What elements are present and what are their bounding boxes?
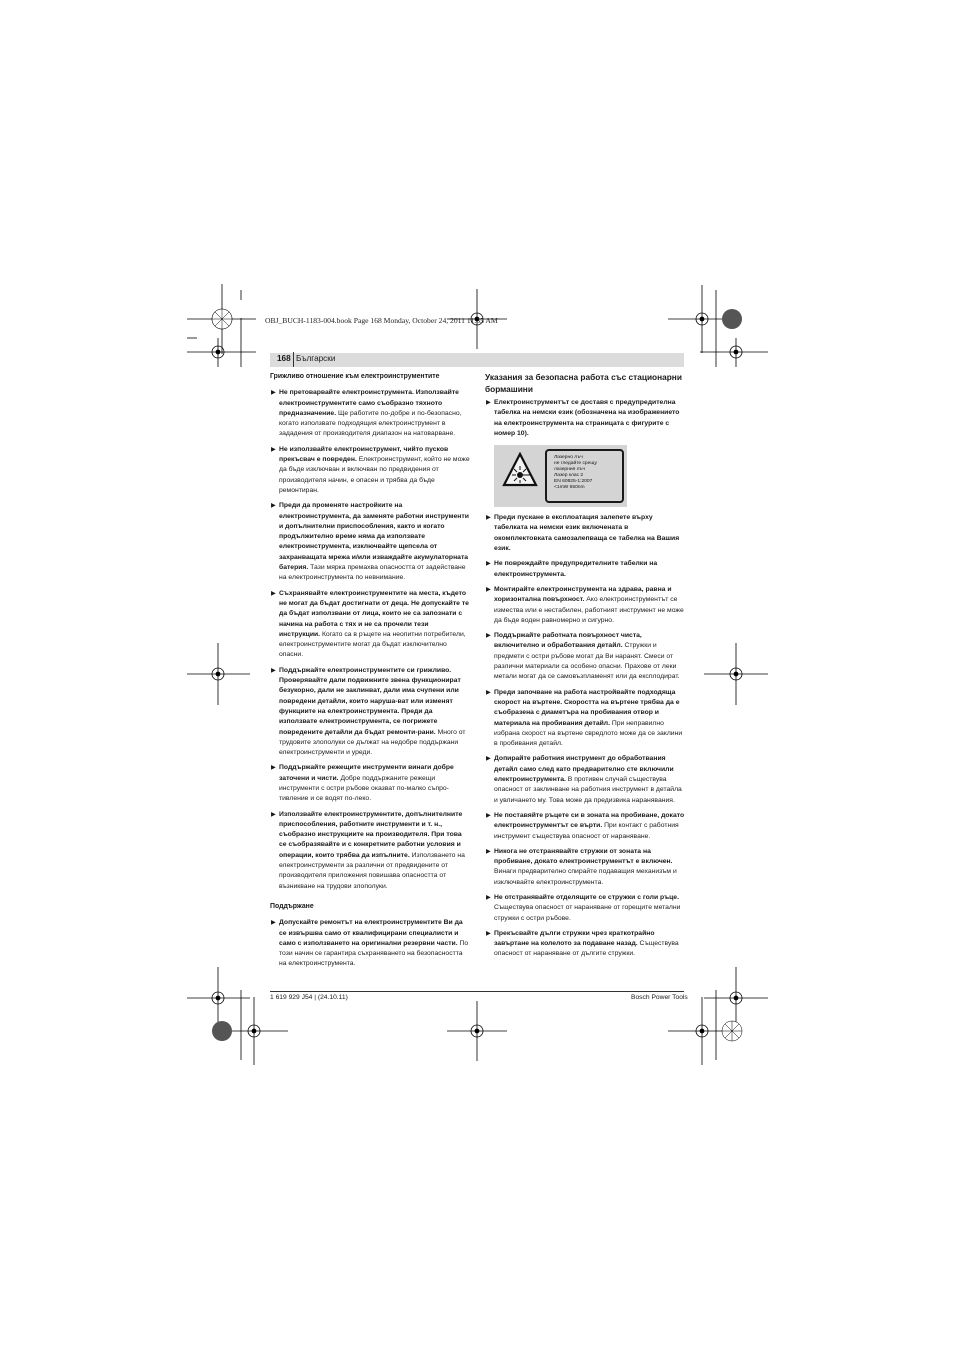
list-item [270, 810, 470, 892]
header-separator [293, 352, 294, 367]
item-bold: Поддържайте режещите инструменти винаги добре заточени и чисти. [279, 764, 454, 782]
bullet-arrow-icon: ▶ [271, 764, 276, 772]
service-section-title: Поддържане [270, 902, 314, 910]
list-item [485, 847, 685, 888]
list-item [270, 918, 470, 969]
item-bold: Електроинструментът се доставя с предупредителна табелка на немски език (обозначена на изображението на електроинструмента на страницата с фигурите с номер 10). [494, 399, 680, 437]
bullet-arrow-icon: ▶ [486, 560, 491, 568]
list-item [485, 688, 685, 750]
bullet-arrow-icon: ▶ [486, 399, 491, 406]
item-bold: Монтирайте електроинструмента на здрава, равна и хоризонтална повърхност. [494, 585, 672, 604]
list-item [270, 589, 470, 661]
list-item [485, 559, 685, 580]
care-list [270, 388, 470, 892]
bullet-arrow-icon: ▶ [271, 502, 276, 510]
item-text: Стружки и предмети с остри ръбове могат да Ви наранят. Смеси от различни материали са особено опасни. Прахове от леки метали могат да се самовъзпламенят или да експлодират. [494, 642, 680, 681]
label-line: Лазер клас 2 [554, 473, 584, 479]
item-bold: Не използвайте електроинструмент, чийто пусков прекъсвач е повреден. [279, 445, 449, 464]
left-column [270, 372, 470, 975]
label-line: лазерния лъч [554, 467, 586, 473]
item-text: Когато са в ръцете на неопитни потребители, електроинструментите могат да бъдат изключително опасни. [279, 630, 466, 659]
bullet-arrow-icon: ▶ [271, 589, 276, 597]
item-text: Винаги предварително спирайте подаващия механизъм и изключвайте електроинструмента. [494, 868, 677, 886]
item-bold: Допирайте работния инструмент до обработвания детайл само след като предварително сте включили електроинструмента. [494, 755, 674, 784]
item-bold: Поддържайте работната повърхност чиста, включително и обработвания детайл. [494, 632, 642, 650]
right-column [485, 372, 685, 965]
file-header: OBJ_BUCH-1183-004.book Page 168 Monday, October 24, 2011 11:35 AM [265, 316, 498, 325]
list-item [270, 666, 470, 759]
item-text: Съществува опасност от нараняване от горещите метални стружки с остри ръбове. [494, 904, 681, 922]
drill-safety-list [485, 513, 685, 960]
item-text: Много от трудовите злополуки се дължат на недобре поддържани електроинструменти и уреди. [279, 728, 466, 757]
item-bold: Съхранявайте електроинструментите на места, където не могат да бъдат достигнати от деца. Не допускайте те да бъдат използвани от лица, които не са запознати с начина на работа с тях и не са прочели тези инструкции. [279, 589, 469, 638]
item-text: Тази мярка премахва опасността от задействане на електроинструмента по невнимание. [279, 564, 466, 582]
bullet-arrow-icon: ▶ [486, 688, 491, 696]
list-item [485, 513, 685, 554]
list-item [485, 929, 685, 960]
list-item [485, 893, 685, 924]
care-section-title: Грижливо отношение към електроинструментите [270, 373, 440, 380]
footer-brand: Bosch Power Tools [631, 994, 688, 1001]
item-bold: Допускайте ремонтът на електроинструментите Ви да се извършва само от квалифицирани специалисти и само с използването на оригинални резервни части. [279, 919, 463, 947]
bullet-arrow-icon: ▶ [271, 919, 276, 927]
label-line: <1mW 650nm [554, 485, 585, 491]
item-text: По този начин се гарантира съхраняването на безопасността на електроинструмента. [279, 939, 469, 968]
service-list [270, 918, 470, 969]
list-item [485, 631, 685, 682]
list-item [485, 585, 685, 626]
page-number: 168 [277, 354, 291, 363]
item-bold: Поддържайте електроинструментите си грижливо. Проверявайте дали подвижните звена функционират безукорно, дали не заклинват, дали има счупени или повредени детайли, които наруша-ват или изменят функциите на електроинструмента. Преди да използвате електроинструмента, се погрижете повредените детайли да бъдат ремонти-рани. [279, 666, 461, 736]
item-bold: Никога не отстранявайте стружки от зоната на пробиване, докато електроинструментът е включен. [494, 847, 673, 866]
list-item [270, 445, 470, 496]
bullet-arrow-icon: ▶ [486, 811, 491, 819]
bullet-arrow-icon: ▶ [486, 847, 491, 855]
item-text: Добре поддържаните режещи инструменти с остри ръбове оказват по-малко съпро-тивление и се водят по-леко. [279, 774, 449, 803]
bullet-arrow-icon: ▶ [486, 929, 491, 937]
bullet-arrow-icon: ▶ [271, 666, 276, 674]
item-text: Ако електроинструментът се измества или е нестабилен, работният инструмент не може да бъде воден равномерно и сигурно. [494, 596, 684, 624]
bullet-arrow-icon: ▶ [486, 514, 491, 522]
item-bold: Преди пускане в експлоатация залепете върху табелката на немски език включената в окомплектовката самозалепваща се табелка на Вашия език. [494, 514, 680, 553]
label-text [554, 455, 597, 491]
item-bold: Преди започване на работа настройвайте подходяща скорост на въртене. Скоростта на въртене трябва да е съобразена с диаметъра на пробивания отвор и материала на пробивания детайл. [494, 688, 680, 727]
item-bold: Не претоварвайте електроинструмента. Използвайте електроинструментите само съобразно тяхното предназначение. [279, 389, 459, 417]
footer-rule [270, 991, 684, 992]
item-bold: Преди да променяте настройките на електроинструмента, да заменяте работни инструменти и допълнителни приспособления, както и когато продължително време няма да използвате електроинструмента, изключвайте щепсела от захранващата мрежа и/или изваждайте акумулаторната батерия. [279, 502, 469, 572]
label-line: не гледайте срещу [554, 461, 597, 467]
bullet-arrow-icon: ▶ [486, 893, 491, 901]
item-text: При контакт с работния инструмент съществува опасност от нараняване. [494, 822, 679, 840]
warning-label-image [494, 445, 627, 507]
drill-section-title: Указания за безопасна работа със стационарни бормашини [485, 372, 682, 394]
list-item [270, 388, 470, 439]
item-text: Съществува опасност от нараняване от дългите стружки. [494, 940, 679, 958]
item-bold: Прекъсвайте дълги стружки чрез краткотрайно завъртане на колелото за подаване назад. [494, 929, 655, 948]
item-text: При неправилно избрана скорост на въртене свредлото може да се заклини в пробивания детайл. [494, 719, 683, 748]
list-item [485, 398, 685, 439]
item-text: Електроинструмент, който не може да бъде изключван и включван по предвидения от производителя начин, е опасен и трябва да бъде ремонтиран. [279, 456, 470, 494]
laser-warning-icon [502, 452, 538, 488]
label-line: Лазерно лъч [554, 455, 583, 461]
footer-doc-number: 1 619 929 J54 | (24.10.11) [270, 994, 348, 1001]
item-text: Ще работите по-добре и по-безопасно, когато използвате подходящия електроинструмент в зададения от производителя диапазон на натоварване. [279, 409, 462, 438]
item-text: Използването на електроинструменти за различни от предвидените от производителя приложения повишава опасността от възникване на трудови злополуки. [279, 851, 465, 890]
bullet-arrow-icon: ▶ [486, 632, 491, 640]
item-bold: Не поставяйте ръцете си в зоната на пробиване, докато електроинструментът се върти. [494, 811, 685, 830]
item-bold: Не отстранявайте отделящите се стружки с голи ръце. [494, 893, 679, 901]
list-item [485, 811, 685, 842]
item-bold: Не повреждайте предупредителните табелки на електроинструмента. [494, 560, 658, 578]
bullet-arrow-icon: ▶ [486, 755, 491, 763]
list-item [270, 763, 470, 804]
bullet-arrow-icon: ▶ [271, 445, 276, 453]
bullet-arrow-icon: ▶ [271, 810, 276, 818]
bullet-arrow-icon: ▶ [271, 389, 276, 397]
list-item [270, 501, 470, 583]
item-text: В противен случай съществува опасност от заклинване на работния инструмент в детайла и увличането му. Това може да предизвика наранявания. [494, 776, 682, 804]
item-bold: Използвайте електроинструментите, допълнителните приспособления, работните инструменти и т. н., съобразно инструкциите на производителя. При това се съобразявайте и с конкретните работни условия и операции, които трябва да изпълните. [279, 810, 463, 859]
bullet-arrow-icon: ▶ [486, 585, 491, 593]
label-line: EN 60825-1:2007 [554, 479, 593, 485]
list-item [485, 754, 685, 805]
page-language: Български [296, 354, 336, 363]
